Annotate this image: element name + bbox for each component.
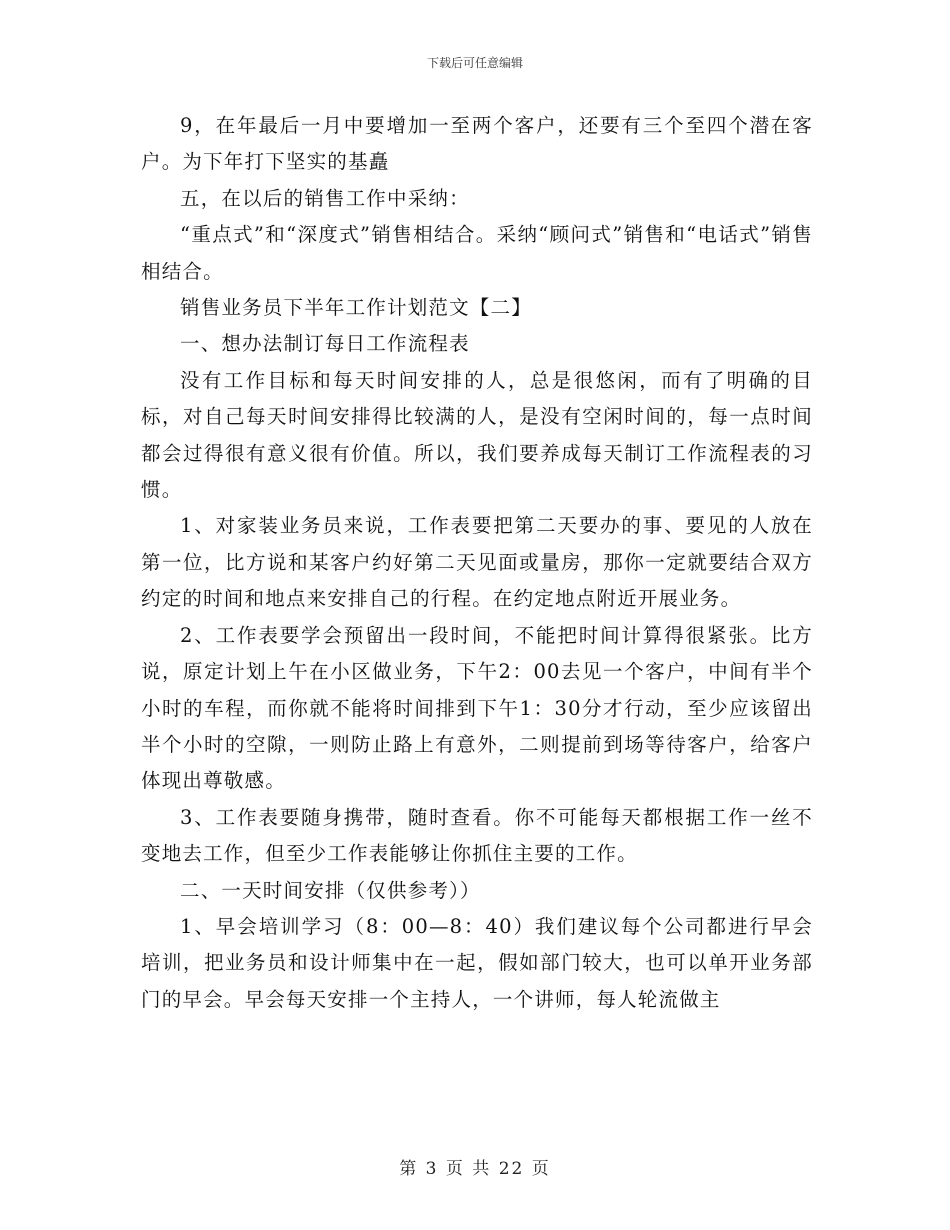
paragraph-point-3: 3、工作表要随身携带，随时查看。你不可能每天都根据工作一丝不变地去工作，但至少工作表能够让你抓住主要的工作。	[141, 805, 813, 866]
header-note: 下载后可任意编辑	[426, 56, 523, 70]
section-heading-2: 二、一天时间安排（仅供参考））	[180, 878, 481, 902]
paragraph-sales-method: “重点式”和“深度式”销售相结合。采纳“顾问式”销售和“电话式”销售相结合。	[141, 223, 813, 283]
paragraph-point-1: 1、对家装业务员来说，工作表要把第二天要办的事、要见的人放在第一位，比方说和某客户约好第二天见面或量房，那你一定就要结合双方约定的时间和地点来安排自己的行程。在约定地点附近开展业务。	[141, 514, 813, 611]
section-heading-5: 五，在以后的销售工作中采纳：	[180, 186, 470, 210]
paragraph-morning-meeting: 1、早会培训学习（8：00—8：40）我们建议每个公司都进行早会培训，把业务员和设计师集中在一起，假如部门较大，也可以单开业务部门的早会。早会每天安排一个主持人，一个讲师，每人轮流做主	[141, 914, 813, 1011]
page-number-footer: 第 3 页 共 22 页	[399, 1159, 551, 1179]
document-body	[141, 108, 813, 1018]
paragraph-item-9: 9，在年最后一月中要增加一至两个客户，还要有三个至四个潜在客户。为下年打下坚实的基矗	[141, 114, 813, 174]
document-subtitle: 销售业务员下半年工作计划范文【二】	[180, 296, 532, 320]
section-heading-1: 一、想办法制订每日工作流程表	[180, 332, 470, 356]
paragraph-point-2: 2、工作表要学会预留出一段时间，不能把时间计算得很紧张。比方说，原定计划上午在小区做业务，下午2：00去见一个客户，中间有半个小时的车程，而你就不能将时间排到下午1：30分才行动，至少应该留出半个小时的空隙，一则防止路上有意外，二则提前到场等待客户，给客户体现出尊敬感。	[141, 623, 813, 793]
paragraph-intro: 没有工作目标和每天时间安排的人，总是很悠闲，而有了明确的目标，对自己每天时间安排得比较满的人，是没有空闲时间的，每一点时间都会过得很有意义很有价值。所以，我们要养成每天制订工作流程表的习惯。	[141, 368, 813, 502]
